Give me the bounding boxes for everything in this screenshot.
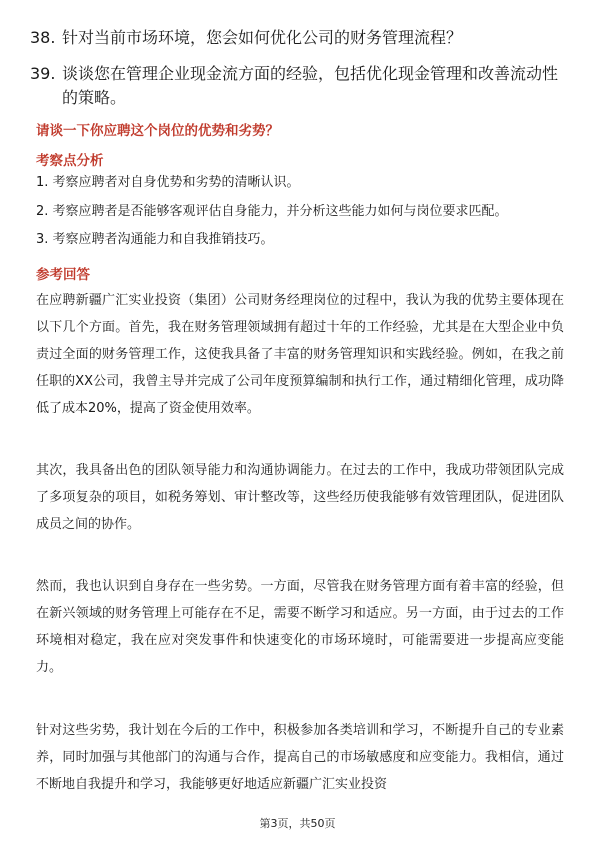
answer-heading: 参考回答 — [36, 267, 90, 283]
question-number: 38. — [30, 28, 56, 47]
question-38 — [30, 26, 570, 50]
section-question: 请谈一下你应聘这个岗位的优势和劣势？ — [36, 123, 279, 139]
question-number: 39. — [30, 64, 56, 83]
analysis-item: 1. 考察应聘者对自身优势和劣势的清晰认识。 — [36, 175, 300, 190]
answer-paragraph: 针对这些劣势，我计划在今后的工作中，积极参加各类培训和学习，不断提升自己的专业素养，同时加强与其他部门的沟通与合作，提高自己的市场敏感度和应变能力。我相信，通过不断地自我提升和学习，我能够更好地适应新疆广汇实业投资 — [36, 723, 564, 792]
analysis-item: 3. 考察应聘者沟通能力和自我推销技巧。 — [36, 232, 274, 247]
analysis-item: 2. 考察应聘者是否能够客观评估自身能力，并分析这些能力如何与岗位要求匹配。 — [36, 204, 508, 219]
question-39 — [30, 62, 570, 110]
answer-paragraph: 然而，我也认识到自身存在一些劣势。一方面，尽管我在财务管理方面有着丰富的经验，但在新兴领域的财务管理上可能存在不足，需要不断学习和适应。另一方面，由于过去的工作环境相对稳定，我在应对突发事件和快速变化的市场环境时，可能需要进一步提高应变能力。 — [36, 579, 564, 675]
answer-paragraph: 其次，我具备出色的团队领导能力和沟通协调能力。在过去的工作中，我成功带领团队完成了多项复杂的项目，如税务筹划、审计整改等，这些经历使我能够有效管理团队，促进团队成员之间的协作。 — [36, 463, 564, 532]
analysis-heading: 考察点分析 — [36, 153, 104, 169]
answer-paragraph: 在应聘新疆广汇实业投资（集团）公司财务经理岗位的过程中，我认为我的优势主要体现在以下几个方面。首先，我在财务管理领域拥有超过十年的工作经验，尤其是在大型企业中负责过全面的财务管理工作，这使我具备了丰富的财务管理知识和实践经验。例如，在我之前任职的XX公司，我曾主导并完成了公司年度预算编制和执行工作，通过精细化管理，成功降低了成本20%，提高了资金使用效率。 — [36, 293, 564, 416]
question-text: 谈谈您在管理企业现金流方面的经验，包括优化现金管理和改善流动性的策略。 — [62, 64, 559, 107]
page-footer: 第3页，共50页 — [259, 817, 336, 830]
question-text: 针对当前市场环境，您会如何优化公司的财务管理流程？ — [62, 28, 463, 47]
